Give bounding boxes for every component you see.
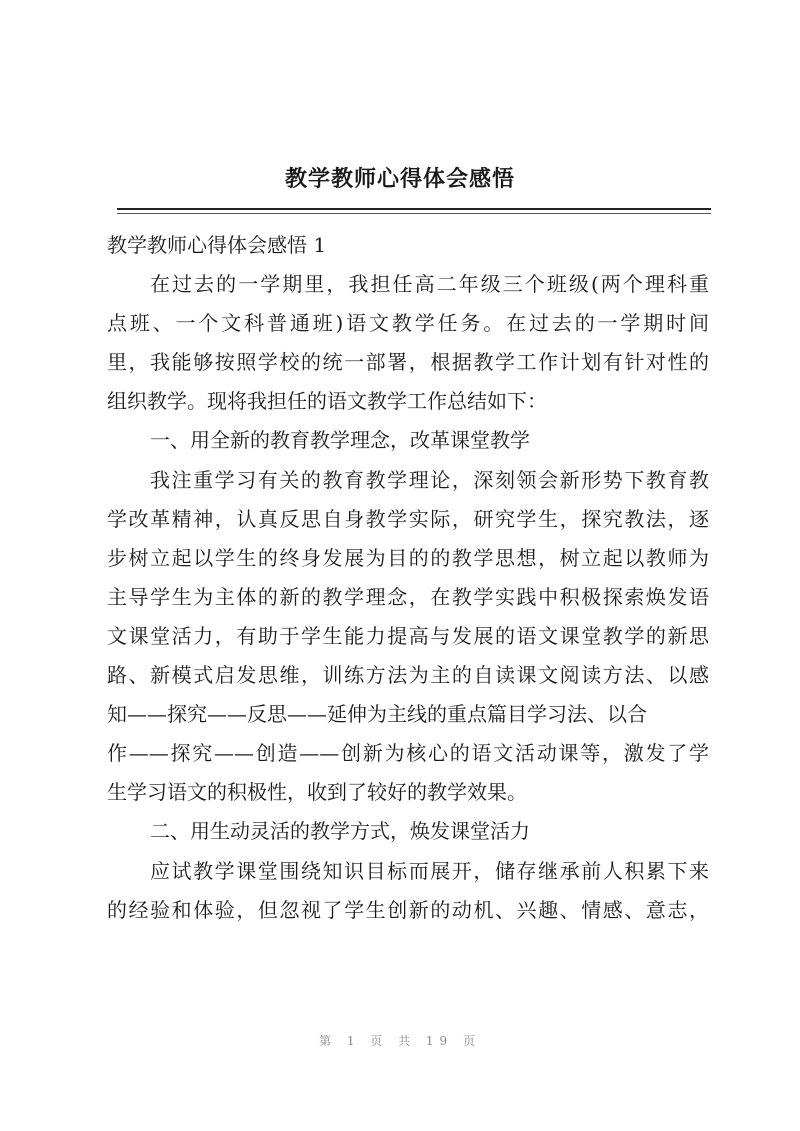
text-line: 点班、一个文科普通班)语文教学任务。在过去的一学期时间 bbox=[107, 311, 709, 336]
text-line: 应试教学课堂围绕知识目标而展开，储存继承前人积累下来 bbox=[150, 858, 709, 883]
text-line: 主导学生为主体的新的教学理念，在教学实践中积极探索焕发语 bbox=[107, 584, 709, 609]
text-line: 路、新模式启发思维，训练方法为主的自读课文阅读方法、以感 bbox=[107, 663, 709, 688]
text-line: 我注重学习有关的教育教学理论，深刻领会新形势下教育教 bbox=[150, 467, 709, 492]
page-number: 第 1 页 共 19 页 bbox=[319, 1034, 481, 1048]
section-heading: 教学教师心得体会感悟 1 bbox=[107, 233, 327, 257]
text-line: 二、用生动灵活的教学方式，焕发课堂活力 bbox=[150, 819, 530, 844]
text-line: 文课堂活力，有助于学生能力提高与发展的语文课堂教学的新思 bbox=[107, 623, 709, 648]
text-line: 里，我能够按照学校的统一部署，根据教学工作计划有针对性的 bbox=[107, 350, 709, 375]
text-line: 组织教学。现将我担任的语文教学工作总结如下： bbox=[107, 389, 547, 414]
title-divider bbox=[117, 208, 711, 210]
text-line: 学改革精神，认真反思自身教学实际，研究学生，探究教法，逐 bbox=[107, 506, 709, 531]
text-line: 知——探究——反思——延伸为主线的重点篇目学习法、以合 bbox=[107, 702, 647, 727]
title-divider-thin bbox=[117, 213, 711, 214]
document-title: 教学教师心得体会感悟 bbox=[284, 167, 515, 192]
text-line: 生学习语文的积极性，收到了较好的教学效果。 bbox=[107, 780, 527, 805]
text-line: 步树立起以学生的终身发展为目的的教学思想，树立起以教师为 bbox=[107, 545, 709, 570]
text-line: 的经验和体验，但忽视了学生创新的动机、兴趣、情感、意志， bbox=[107, 897, 709, 922]
text-line: 作——探究——创造——创新为核心的语文活动课等，激发了学 bbox=[107, 741, 709, 766]
text-line: 在过去的一学期里，我担任高二年级三个班级(两个理科重 bbox=[150, 272, 709, 297]
document-body bbox=[107, 226, 709, 930]
text-line: 一、用全新的教育教学理念，改革课堂教学 bbox=[150, 428, 530, 453]
